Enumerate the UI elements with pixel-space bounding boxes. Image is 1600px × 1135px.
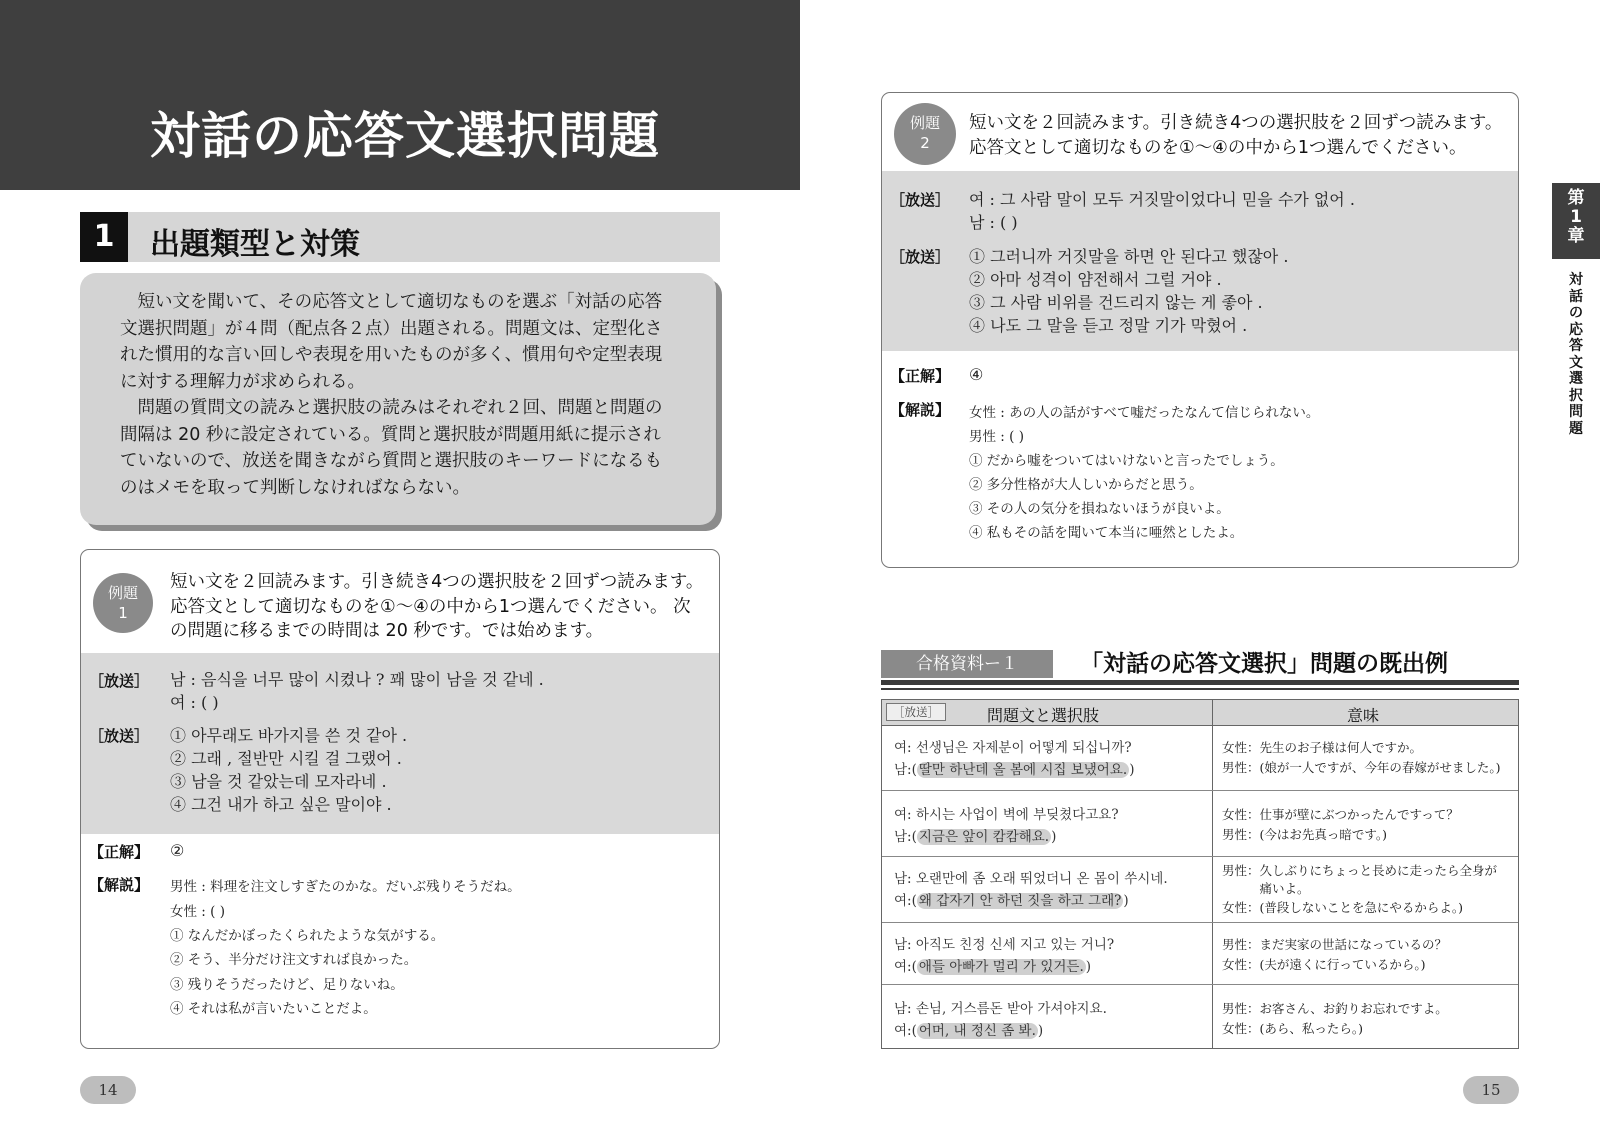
badge-number: 1: [118, 604, 128, 622]
example-badge: [894, 103, 956, 165]
intro-paragraph: 短い文を聞いて、その応答文として適切なものを選ぶ「対話の応答文選択問題」が４問（配点各２点）出題される。問題文は、定型化された慣用的な言い回しや表現を用いたものが多く、慣用句や定型表現に対する理解力が求められる。: [120, 292, 663, 392]
explanation-line: ③ その人の気分を損ねないほうが良いよ。: [969, 501, 1230, 517]
dialogue-line: 남 : ( ): [969, 213, 1018, 232]
korean-prefix: 남:(: [894, 829, 917, 845]
table-row: [882, 984, 1518, 1048]
choice-line: ④ 나도 그 말을 듣고 정말 기가 막혔어 .: [969, 316, 1248, 335]
section-number: 1: [80, 212, 128, 262]
dialogue-line: 여 : ( ): [170, 693, 219, 712]
instruction-line: 応答文として適切なものを①～④の中から1つ選んでください。 次: [170, 596, 691, 617]
korean-line: [894, 955, 1091, 975]
explanation-line: ② そう、半分だけ注文すれば良かった。: [170, 952, 418, 968]
explanation-line: 女性 : ( ): [170, 904, 225, 920]
table-row: [882, 726, 1518, 790]
dialogue-line: 남 : 음식을 너무 많이 시켰나 ? 꽤 많이 남을 것 같네 .: [170, 670, 544, 689]
page-number: 15: [1463, 1076, 1519, 1104]
table-row: [882, 790, 1518, 856]
highlighted-answer: 어머, 내 정신 좀 봐.: [918, 1023, 1036, 1039]
explanation-line: ① なんだかぼったくられたような気がする。: [170, 928, 445, 944]
korean-suffix: ): [1085, 959, 1092, 975]
column-header: 意味: [1347, 706, 1380, 725]
korean-suffix: ): [1051, 829, 1057, 845]
answer-value: ④: [969, 365, 984, 384]
column-header: 問題文と選択肢: [987, 706, 1100, 725]
korean-line: [894, 825, 1056, 845]
korean-prefix: 여:(: [894, 959, 917, 975]
korean-line: 여: 하시는 사업이 벽에 부딪쳤다고요?: [894, 807, 1119, 823]
example-instruction: [170, 570, 715, 644]
intro-box: [80, 273, 716, 525]
meaning-line: 男性：お客さん、お釣りお忘れですよ。: [1222, 1001, 1448, 1016]
section-heading: [80, 212, 720, 262]
meaning-line: 男性：久しぶりにちょっと長めに走ったら全身が: [1222, 863, 1498, 878]
badge-label: 例題: [909, 114, 940, 132]
korean-prefix: 여:(: [894, 893, 917, 909]
explanation-line: ① だから嘘をついてはいけないと言ったでしょう。: [969, 453, 1284, 469]
korean-line: [894, 758, 1134, 778]
korean-suffix: ): [1129, 762, 1135, 778]
table-row: [882, 856, 1518, 922]
meaning-line: 男性：まだ実家の世話になっているの？: [1222, 937, 1448, 952]
example-badge: [93, 573, 153, 633]
korean-suffix: ): [1037, 1023, 1044, 1039]
choice-line: ③ 남을 것 같았는데 모자라네 .: [170, 772, 387, 791]
example-instruction: [969, 111, 1517, 160]
explanation-line: ④ それは私が言いたいことだよ。: [170, 1001, 377, 1017]
instruction-line: 短い文を２回読みます。引き続き4つの選択肢を２回ずつ読みます。: [969, 113, 1503, 133]
example-2-box: [881, 92, 1519, 568]
instruction-line: 短い文を２回読みます。引き続き4つの選択肢を２回ずつ読みます。: [170, 572, 704, 592]
resource-label: 合格資料ー１: [881, 650, 1053, 678]
instruction-line: の問題に移るまでの時間は 20 秒です。では始めます。: [170, 621, 604, 641]
broadcast-label: ［放送］: [89, 727, 150, 745]
page-title: 対話の応答文選択問題: [150, 107, 660, 165]
broadcast-label: ［放送］: [890, 191, 951, 209]
explanation-line: 男性 : ( ): [969, 429, 1024, 445]
explanation-label: 【解説】: [890, 401, 951, 419]
intro-paragraph: 問題の質問文の読みと選択肢の読みはそれぞれ２回、問題と問題の間隔は 20 秒に設定されている。質問と選択肢が問題用紙に提示されていないので、放送を聞きながら質問と選択肢のキーワードになるものはメモを取って判断しなければならない。: [120, 398, 663, 498]
dialogue-line: 여 : 그 사람 말이 모두 거짓말이었다니 믿을 수가 없어 .: [969, 190, 1355, 209]
meaning-line: 女性：(夫が遠くに行っているから。): [1222, 957, 1426, 972]
choice-line: ② 그래 , 절반만 시킬 걸 그랬어 .: [170, 749, 402, 768]
page-number: 14: [80, 1076, 136, 1104]
meaning-line: 女性：(普段しないことを急にやるからよ。): [1222, 900, 1464, 915]
korean-prefix: 남:(: [894, 762, 917, 778]
korean-line: 남: 손님, 거스름돈 받아 가셔야지요.: [894, 1001, 1107, 1017]
chapter-tab: [1552, 183, 1600, 259]
choice-line: ① 아무래도 바가지를 쓴 것 같아 .: [170, 726, 408, 745]
resource-title: 「対話の応答文選択」問題の既出例: [1080, 651, 1448, 677]
chapter-tab-char: 第: [1567, 188, 1585, 208]
highlighted-answer: 왜 갑자기 안 하던 짓을 하고 그래?: [918, 893, 1122, 909]
example-1-box: [80, 549, 720, 1049]
table-header: [882, 700, 1518, 726]
title-rule: [881, 688, 1519, 690]
broadcast-label: ［放送］: [89, 672, 150, 690]
broadcast-tag: ［放送］: [886, 703, 946, 721]
choice-line: ③ 그 사람 비위를 건드리지 않는 게 좋아 .: [969, 293, 1263, 312]
explanation-line: ② 多分性格が大人しいからだと思う。: [969, 477, 1203, 493]
examples-table: [881, 699, 1519, 1049]
explanation-label: 【解説】: [89, 876, 150, 894]
badge-number: 2: [920, 134, 930, 152]
table-row: [882, 922, 1518, 984]
broadcast-label: ［放送］: [890, 248, 951, 266]
meaning-line: 女性：先生のお子様は何人ですか。: [1222, 740, 1423, 755]
answer-label: 【正解】: [89, 843, 150, 861]
section-title: 出題類型と対策: [150, 227, 360, 262]
explanation-line: ④ 私もその話を聞いて本当に唖然としたよ。: [969, 525, 1244, 541]
chapter-tab-char: 1: [1570, 207, 1582, 227]
korean-suffix: ): [1123, 893, 1129, 909]
choice-line: ① 그러니까 거짓말을 하면 안 된다고 했잖아 .: [969, 247, 1289, 266]
korean-prefix: 여:(: [894, 1023, 917, 1039]
explanation-line: 女性 : あの人の話がすべて嘘だったなんて信じられない。: [969, 405, 1320, 421]
chapter-title-vertical: 対話の応答文選択問題: [1569, 272, 1583, 437]
meaning-line: 痛いよ。: [1222, 881, 1310, 896]
korean-line: 남: 오랜만에 좀 오래 뛰었더니 온 몸이 쑤시네.: [894, 871, 1168, 887]
choice-line: ④ 그건 내가 하고 싶은 말이야 .: [170, 795, 392, 814]
highlighted-answer: 딸만 하난데 올 봄에 시집 보냈어요.: [918, 762, 1128, 778]
korean-line: [894, 889, 1129, 909]
chapter-tab-char: 章: [1567, 226, 1585, 246]
badge-label: 例題: [107, 584, 138, 602]
highlighted-answer: 애들 아빠가 멀리 가 있거든.: [918, 959, 1084, 975]
instruction-line: 応答文として適切なものを①～④の中から1つ選んでください。: [969, 137, 1467, 158]
answer-value: ②: [170, 841, 185, 860]
meaning-line: 男性：(娘が一人ですが、今年の春嫁がせました。): [1222, 760, 1501, 775]
meaning-line: 女性：仕事が壁にぶつかったんですって？: [1222, 807, 1459, 822]
answer-label: 【正解】: [890, 367, 951, 385]
meaning-line: 女性：(あら、私ったら。): [1222, 1021, 1364, 1036]
choice-line: ② 아마 성격이 얌전해서 그럴 거야 .: [969, 270, 1222, 289]
explanation-line: 男性 : 料理を注文しすぎたのかな。だいぶ残りそうだね。: [170, 879, 521, 895]
korean-line: [894, 1019, 1043, 1039]
korean-line: 여: 선생님은 자제분이 어떻게 되십니까?: [894, 740, 1132, 756]
meaning-line: 男性：(今はお先真っ暗です。): [1222, 827, 1388, 842]
korean-line: 남: 아직도 친정 신세 지고 있는 거니?: [894, 937, 1115, 953]
title-rule: [881, 680, 1519, 685]
explanation-line: ③ 残りそうだったけど、足りないね。: [170, 977, 404, 993]
highlighted-answer: 지금은 앞이 캄캄해요.: [918, 829, 1050, 845]
